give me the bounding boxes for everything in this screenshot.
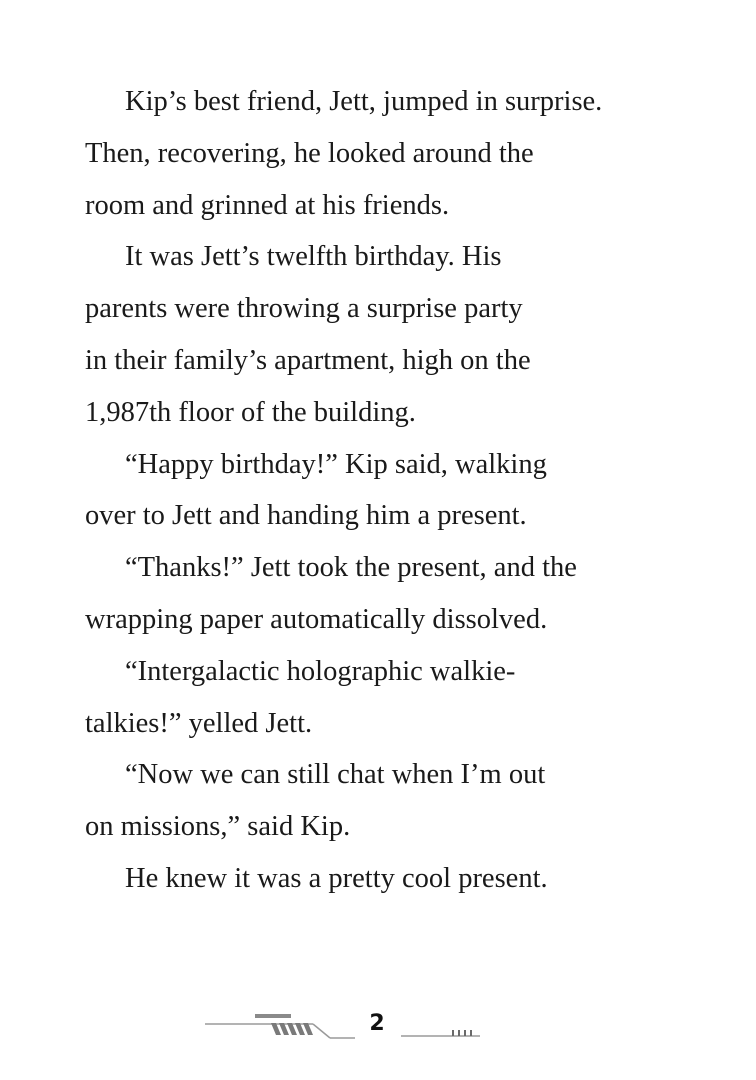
- text-line: “Thanks!” Jett took the present, and the: [125, 552, 577, 584]
- text-line: “Now we can still chat when I’m out: [125, 759, 546, 791]
- text-line: “Intergalactic holographic walkie-: [125, 655, 516, 687]
- text-line: He knew it was a pretty cool present.: [125, 862, 548, 894]
- text-line: Kip’s best friend, Jett, jumped in surprise.: [125, 86, 603, 117]
- text-line: It was Jett’s twelfth birthday. His: [125, 241, 502, 273]
- page-footer: [205, 1010, 495, 1050]
- text-line: in their family’s apartment, high on the: [85, 344, 531, 376]
- text-line: talkies!” yelled Jett.: [85, 707, 313, 739]
- text-line: “Happy birthday!” Kip said, walking: [125, 448, 547, 480]
- text-line: over to Jett and handing him a present.: [85, 500, 527, 532]
- page-text: [85, 76, 685, 905]
- footer-ornament-icon: [205, 1010, 495, 1050]
- page-number: 2: [369, 1011, 385, 1036]
- text-line: parents were throwing a surprise party: [85, 293, 523, 325]
- text-line: on missions,” said Kip.: [85, 811, 351, 843]
- text-line: 1,987th floor of the building.: [85, 396, 416, 428]
- text-line: room and grinned at his friends.: [85, 189, 450, 221]
- text-line: wrapping paper automatically dissolved.: [85, 603, 548, 635]
- text-line: Then, recovering, he looked around the: [85, 137, 534, 169]
